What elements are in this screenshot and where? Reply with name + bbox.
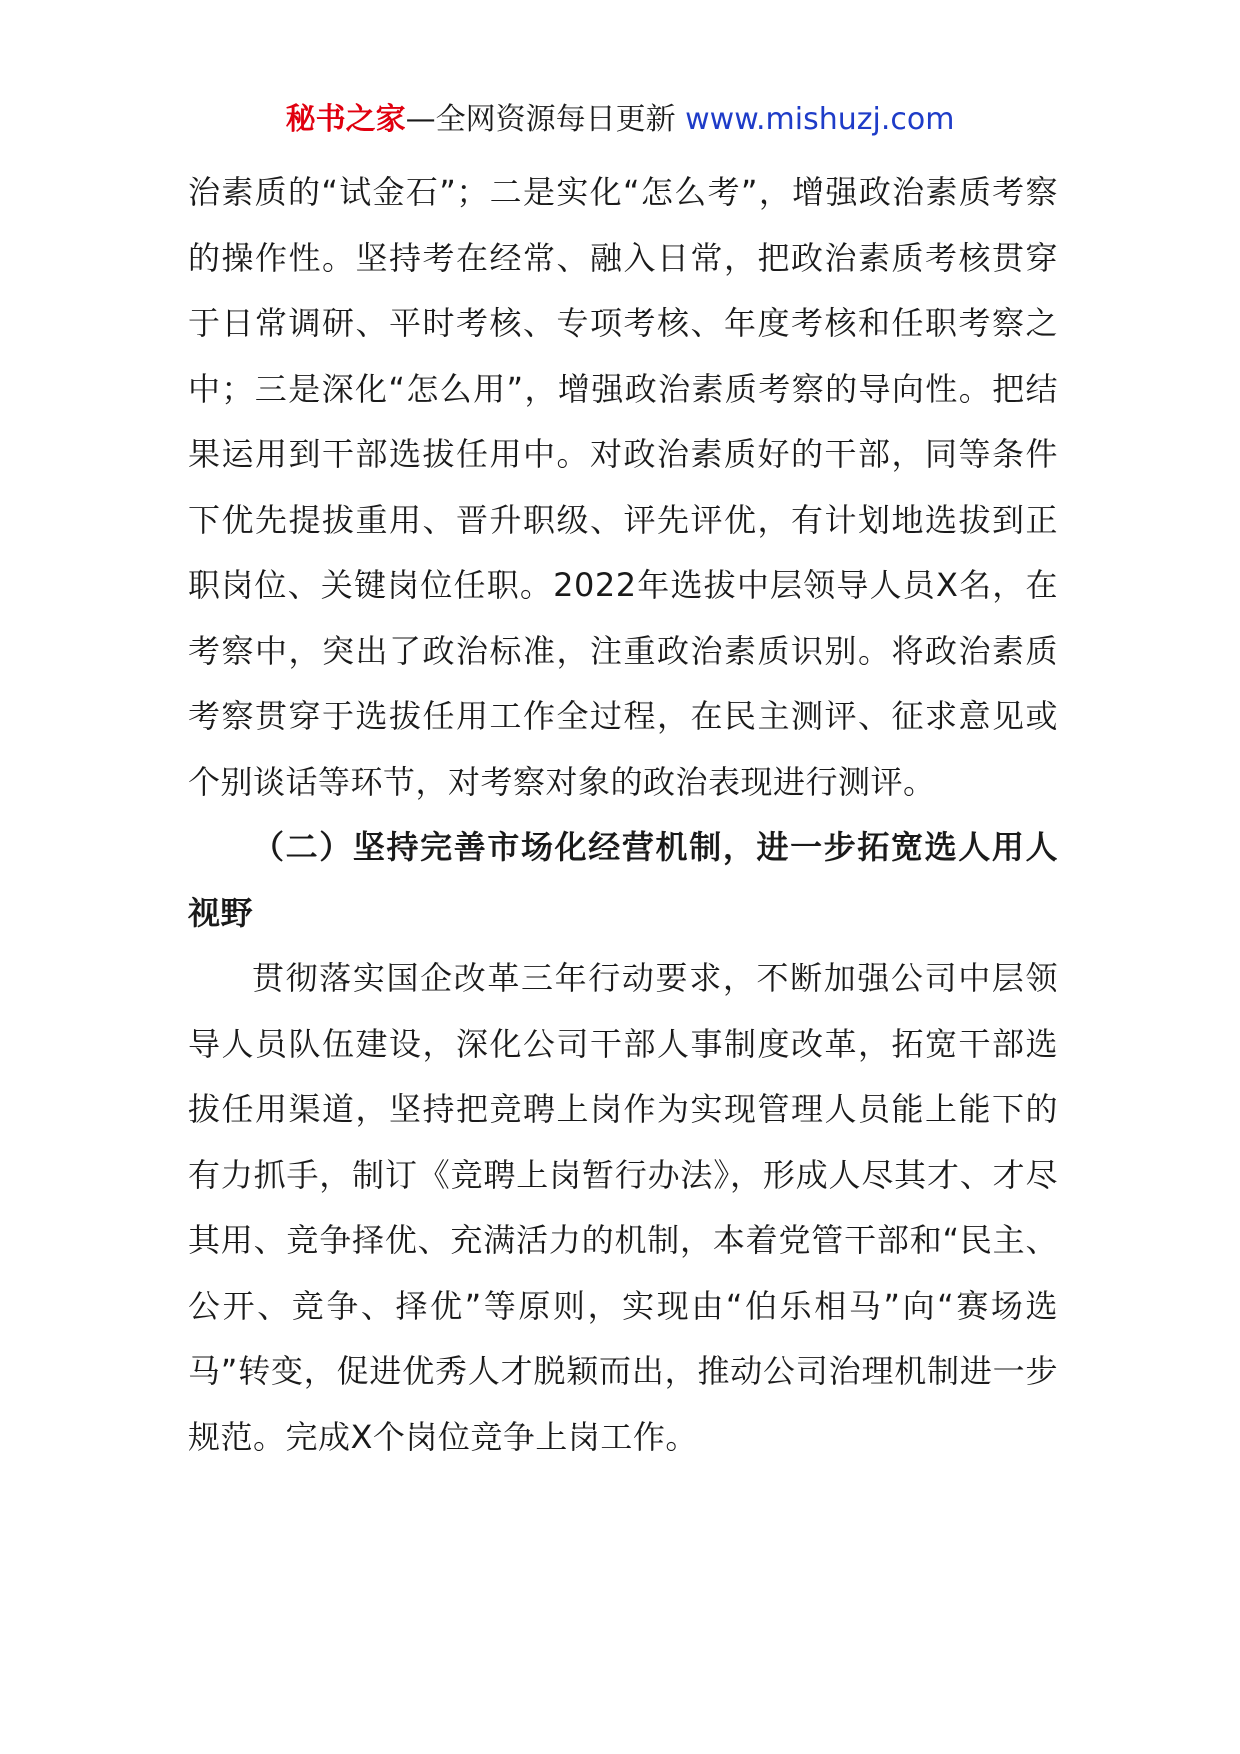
page-header	[0, 100, 1240, 140]
site-brand: 秘书之家	[285, 102, 406, 137]
document-body	[188, 160, 1058, 1470]
paragraph-body: 贯彻落实国企改革三年行动要求，不断加强公司中层领导人员队伍建设，深化公司干部人事制度改革，拓宽干部选拔任用渠道，坚持把竞聘上岗作为实现管理人员能上能下的有力抓手，制订《竞聘上岗暂行办法》，形成人尽其才、才尽其用、竞争择优、充满活力的机制，本着党管干部和“民主、公开、竞争、择优”等原则，实现由“伯乐相马”向“赛场选马”转变，促进优秀人才脱颖而出，推动公司治理机制进一步规范。完成X个岗位竞争上岗工作。	[188, 959, 1058, 1456]
section-heading: （二）坚持完善市场化经营机制，进一步拓宽选人用人视野	[188, 828, 1058, 932]
site-tagline: —全网资源每日更新	[405, 102, 686, 137]
paragraph-continuation: 治素质的“试金石”；二是实化“怎么考”，增强政治素质考察的操作性。坚持考在经常、融入日常，把政治素质考核贯穿于日常调研、平时考核、专项考核、年度考核和任职考察之中；三是深化“怎么用”，增强政治素质考察的导向性。把结果运用到干部选拔任用中。对政治素质好的干部，同等条件下优先提拔重用、晋升职级、评先评优，有计划地选拔到正职岗位、关键岗位任职。2022年选拔中层领导人员X名，在考察中，突出了政治标准，注重政治素质识别。将政治素质考察贯穿于选拔任用工作全过程，在民主测评、征求意见或个别谈话等环节，对考察对象的政治表现进行测评。	[188, 173, 1058, 801]
site-url[interactable]: www.mishuzj.com	[685, 102, 955, 137]
